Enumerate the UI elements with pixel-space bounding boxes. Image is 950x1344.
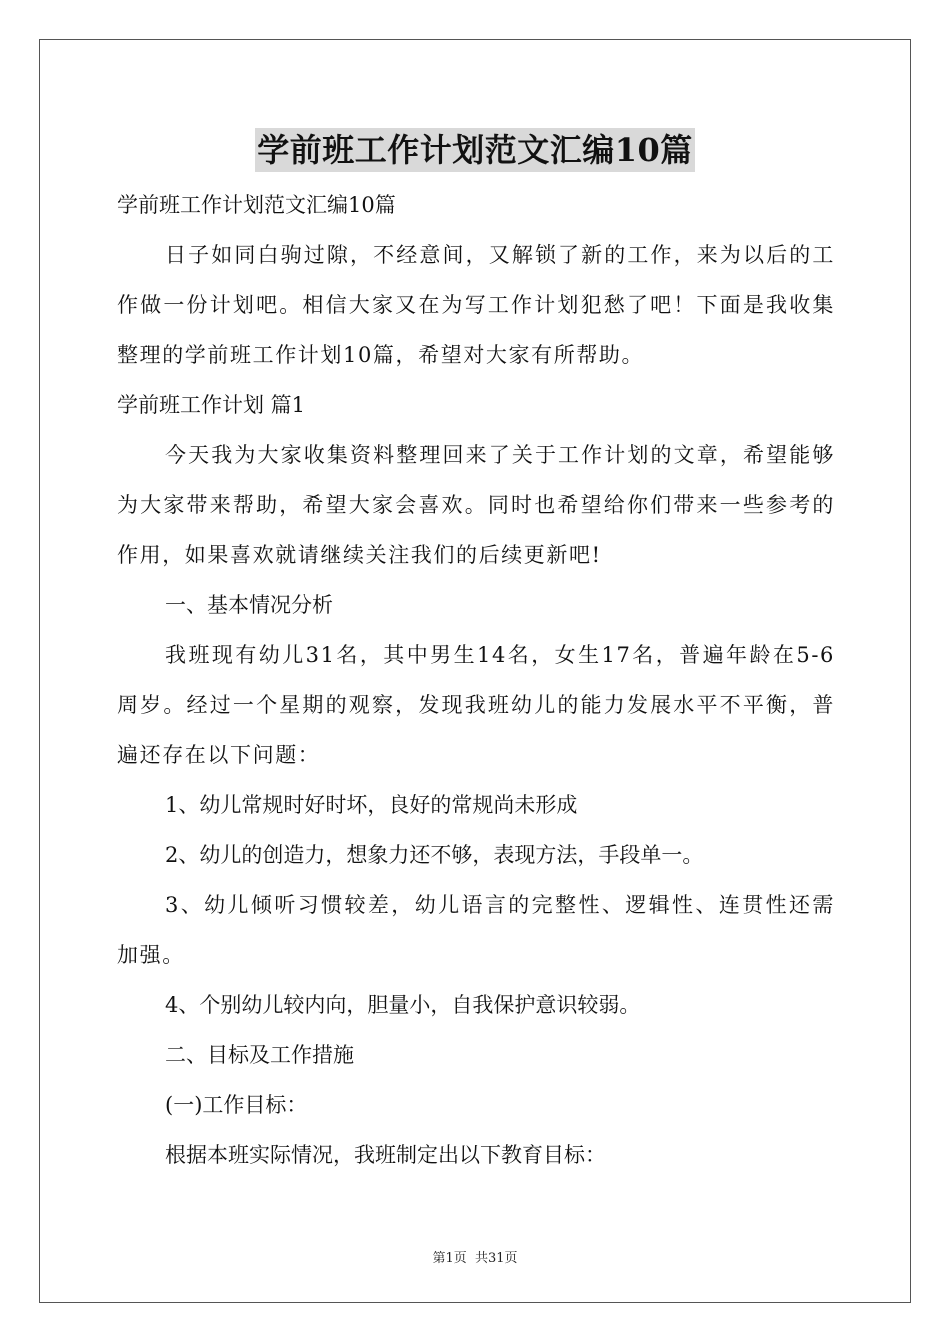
- body-paragraph: 根据本班实际情况，我班制定出以下教育目标：: [165, 1143, 606, 1167]
- document-title: 学前班工作计划范文汇编10篇: [255, 128, 695, 172]
- subtitle-line: 学前班工作计划范文汇编10篇: [117, 193, 396, 217]
- page-number: 第1页: [432, 1251, 467, 1266]
- list-item: 3、幼儿倾听习惯较差，幼儿语言的完整性、逻辑性、连贯性还需加强。: [117, 893, 835, 967]
- list-item: 2、幼儿的创造力，想象力还不够，表现方法，手段单一。: [165, 843, 704, 867]
- body-paragraph: 今天我为大家收集资料整理回来了关于工作计划的文章，希望能够为大家带来帮助，希望大家会喜欢。同时也希望给你们带来一些参考的作用，如果喜欢就请继续关注我们的后续更新吧!: [117, 443, 835, 567]
- page-total: 共31页: [474, 1251, 518, 1266]
- list-item: 4、个别幼儿较内向，胆量小，自我保护意识较弱。: [165, 993, 641, 1017]
- intro-paragraph: 日子如同白驹过隙，不经意间，又解锁了新的工作，来为以后的工作做一份计划吧。相信大家又在为写工作计划犯愁了吧！下面是我收集整理的学前班工作计划10篇，希望对大家有所帮助。: [117, 243, 835, 367]
- list-item: 1、幼儿常规时好时坏，良好的常规尚未形成: [165, 793, 578, 817]
- title-container: [0, 128, 950, 172]
- document-body: [117, 180, 835, 1180]
- subheading-work-goals: (一)工作目标：: [165, 1093, 308, 1117]
- page-footer: [0, 1247, 950, 1266]
- section-heading: 学前班工作计划 篇1: [117, 393, 306, 417]
- heading-goals-measures: 二、目标及工作措施: [165, 1043, 354, 1067]
- body-paragraph: 我班现有幼儿31名，其中男生14名，女生17名，普遍年龄在5-6周岁。经过一个星期的观察，发现我班幼儿的能力发展水平不平衡，普遍还存在以下问题：: [117, 643, 835, 767]
- heading-basic-situation: 一、基本情况分析: [165, 593, 333, 617]
